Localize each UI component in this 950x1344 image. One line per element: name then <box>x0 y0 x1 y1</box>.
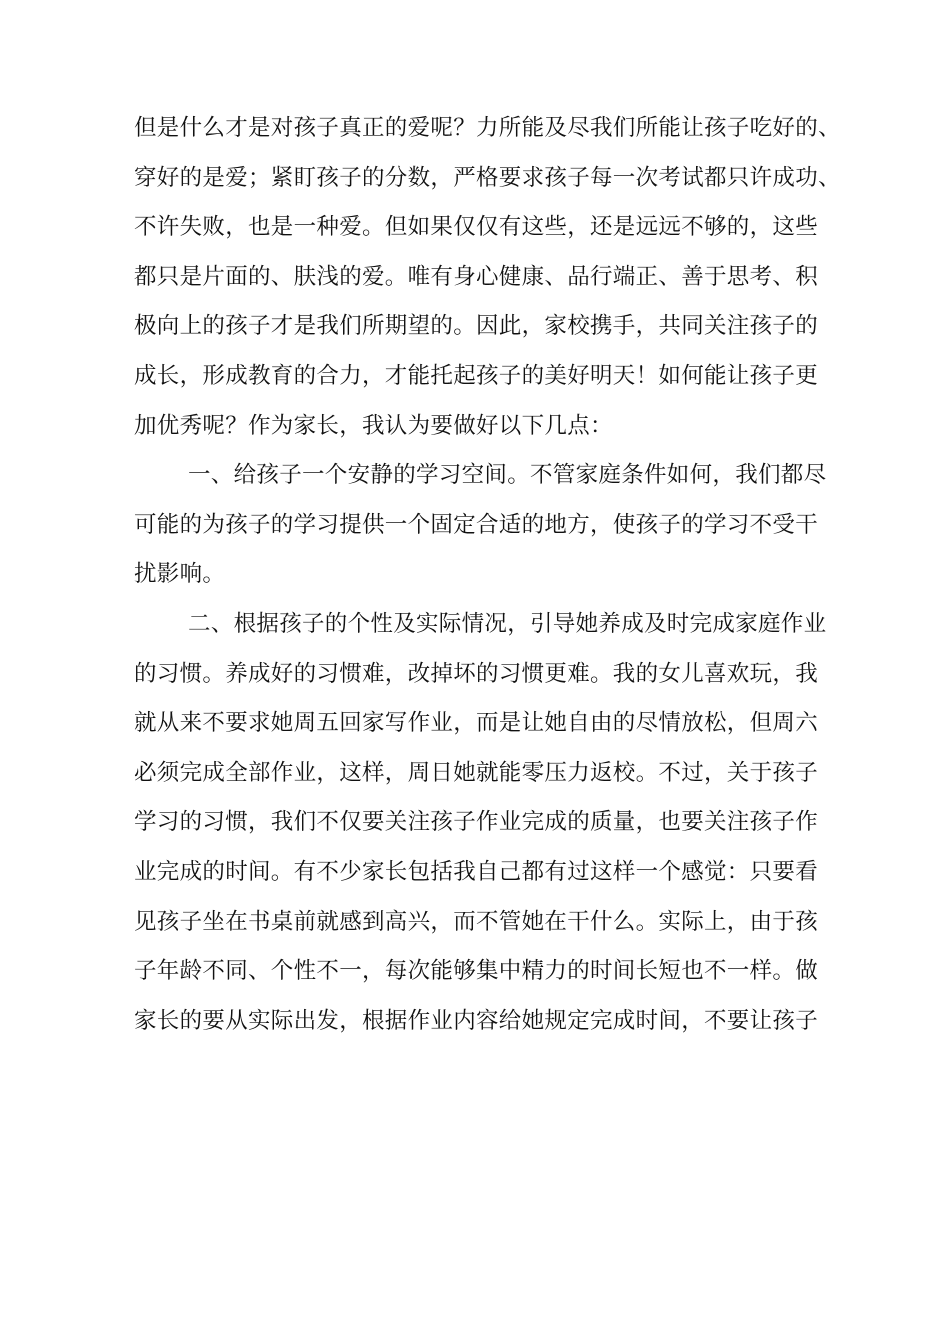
text-line: 的习惯。养成好的习惯难，改掉坏的习惯更难。我的女儿喜欢玩，我 <box>134 660 819 687</box>
paragraph-first-line: 二、根据孩子的个性及实际情况，引导她养成及时完成家庭作业 <box>188 610 827 637</box>
text-line: 不许失败，也是一种爱。但如果仅仅有这些，还是远远不够的，这些 <box>134 214 819 241</box>
body-text <box>134 104 844 1046</box>
text-line: 家长的要从实际出发，根据作业内容给她规定完成时间，不要让孩子 <box>134 1007 819 1034</box>
text-line: 加优秀呢？作为家长，我认为要做好以下几点： <box>134 412 613 439</box>
text-line: 扰影响。 <box>134 561 226 588</box>
text-line: 业完成的时间。有不少家长包括我自己都有过这样一个感觉：只要看 <box>134 858 819 885</box>
text-line: 子年龄不同、个性不一，每次能够集中精力的时间长短也不一样。做 <box>134 958 819 985</box>
text-line: 穿好的是爱；紧盯孩子的分数，严格要求孩子每一次考试都只许成功、 <box>134 164 841 191</box>
text-line: 成长，形成教育的合力，才能托起孩子的美好明天！如何能让孩子更 <box>134 362 819 389</box>
text-line: 极向上的孩子才是我们所期望的。因此，家校携手，共同关注孩子的 <box>134 313 819 340</box>
text-line: 都只是片面的、肤浅的爱。唯有身心健康、品行端正、善于思考、积 <box>134 263 819 290</box>
text-line: 必须完成全部作业，这样，周日她就能零压力返校。不过，关于孩子 <box>134 759 819 786</box>
text-line: 就从来不要求她周五回家写作业，而是让她自由的尽情放松，但周六 <box>134 710 819 737</box>
text-line: 见孩子坐在书桌前就感到高兴，而不管她在干什么。实际上，由于孩 <box>134 908 819 935</box>
paragraph-first-line: 一、给孩子一个安静的学习空间。不管家庭条件如何，我们都尽 <box>188 462 827 489</box>
text-line: 学习的习惯，我们不仅要关注孩子作业完成的质量，也要关注孩子作 <box>134 809 819 836</box>
text-line: 可能的为孩子的学习提供一个固定合适的地方，使孩子的学习不受干 <box>134 511 819 538</box>
text-line: 但是什么才是对孩子真正的爱呢？力所能及尽我们所能让孩子吃好的、 <box>134 115 841 141</box>
